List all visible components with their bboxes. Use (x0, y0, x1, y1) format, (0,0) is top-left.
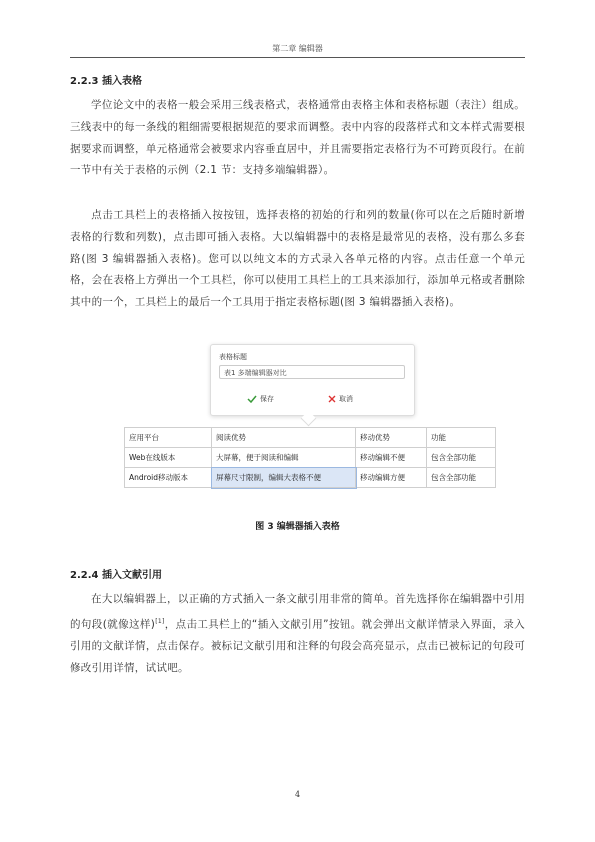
table-row (125, 468, 496, 488)
table-cell[interactable]: 功能 (427, 428, 496, 448)
table-cell[interactable]: 应用平台 (125, 428, 212, 448)
paragraph-table-usage (70, 205, 525, 314)
save-button[interactable] (247, 394, 274, 404)
cancel-button[interactable] (328, 394, 353, 404)
table-row (125, 448, 496, 468)
table-cell[interactable]: Web在线版本 (125, 448, 212, 468)
page-number: 4 (294, 790, 301, 799)
table-cell[interactable]: 大屏幕，便于阅读和编辑 (212, 448, 356, 468)
cancel-label: 取消 (339, 395, 353, 403)
table-cell[interactable]: 阅读优势 (212, 428, 356, 448)
table-cell[interactable]: 包含全部功能 (427, 468, 496, 488)
figure-caption: 图 3 编辑器插入表格 (255, 522, 340, 532)
header-rule (70, 57, 525, 58)
table-title-popup (210, 344, 415, 416)
table-cell[interactable]: 移动编辑不便 (356, 448, 427, 468)
paragraph-text: 学位论文中的表格一般会采用三线表格式，表格通常由表格主体和表格标题（表注）组成。三线表中的每一条线的粗细需要根据规范的要求而调整。表中内容的段落样式和文本样式需要根据要求而调整，单元格通常会被要求内容垂直居中，并且需要指定表格行为不可跨页段行。在前一节中有关于表格的示例（2.1 节：支持多端编辑器）。 (70, 99, 525, 177)
table-title-label: 表格标题 (219, 353, 247, 361)
table-row (125, 428, 496, 448)
running-header: 第二章 编辑器 (272, 44, 323, 53)
paragraph-citation (70, 589, 525, 680)
table-title-input[interactable]: 表1 多端编辑器对比 (219, 365, 405, 379)
close-icon (328, 395, 336, 403)
comparison-table (124, 427, 496, 488)
table-cell-selected[interactable]: 屏幕尺寸限制，编辑大表格不便 (212, 468, 356, 488)
section-title-2-2-3: 2.2.3 插入表格 (70, 76, 142, 87)
save-label: 保存 (260, 395, 274, 403)
table-cell[interactable]: Android移动版本 (125, 468, 212, 488)
check-icon (247, 395, 257, 403)
paragraph-text: 在大以编辑器上，以正确的方式插入一条文献引用非常的简单。首先选择你在编辑器中引用的句段(就像这样) (70, 593, 525, 631)
paragraph-text: ，点击工具栏上的“插入文献引用”按钮。就会弹出文献详情录入界面，录入引用的文献详情，点击保存。被标记文献引用和注释的句段会高亮显示，点击已被标记的句段可修改引用详情，试试吧。 (70, 618, 525, 674)
table-cell[interactable]: 移动编辑方便 (356, 468, 427, 488)
paragraph-text: 点击工具栏上的表格插入按按钮，选择表格的初始的行和列的数量(你可以在之后随时新增表格的行数和列数)，点击即可插入表格。大以编辑器中的表格是最常见的表格，没有那么多套路(图 3 编辑器插入表格)。您可以以纯文本的方式录入各单元格的内容。点击任意一个单元格，会在表格上方弹出一个工具栏，你可以使用工具栏上的工具来添加行，添加单元格或者删除其中的一个，工具栏上的最后一个工具用于指定表格标题(图 3 编辑器插入表格)。 (70, 209, 525, 309)
citation-marker[interactable]: [1] (155, 617, 165, 625)
table-cell[interactable]: 包含全部功能 (427, 448, 496, 468)
paragraph-table-intro (70, 95, 525, 182)
section-title-2-2-4: 2.2.4 插入文献引用 (70, 570, 162, 581)
table-cell[interactable]: 移动优势 (356, 428, 427, 448)
